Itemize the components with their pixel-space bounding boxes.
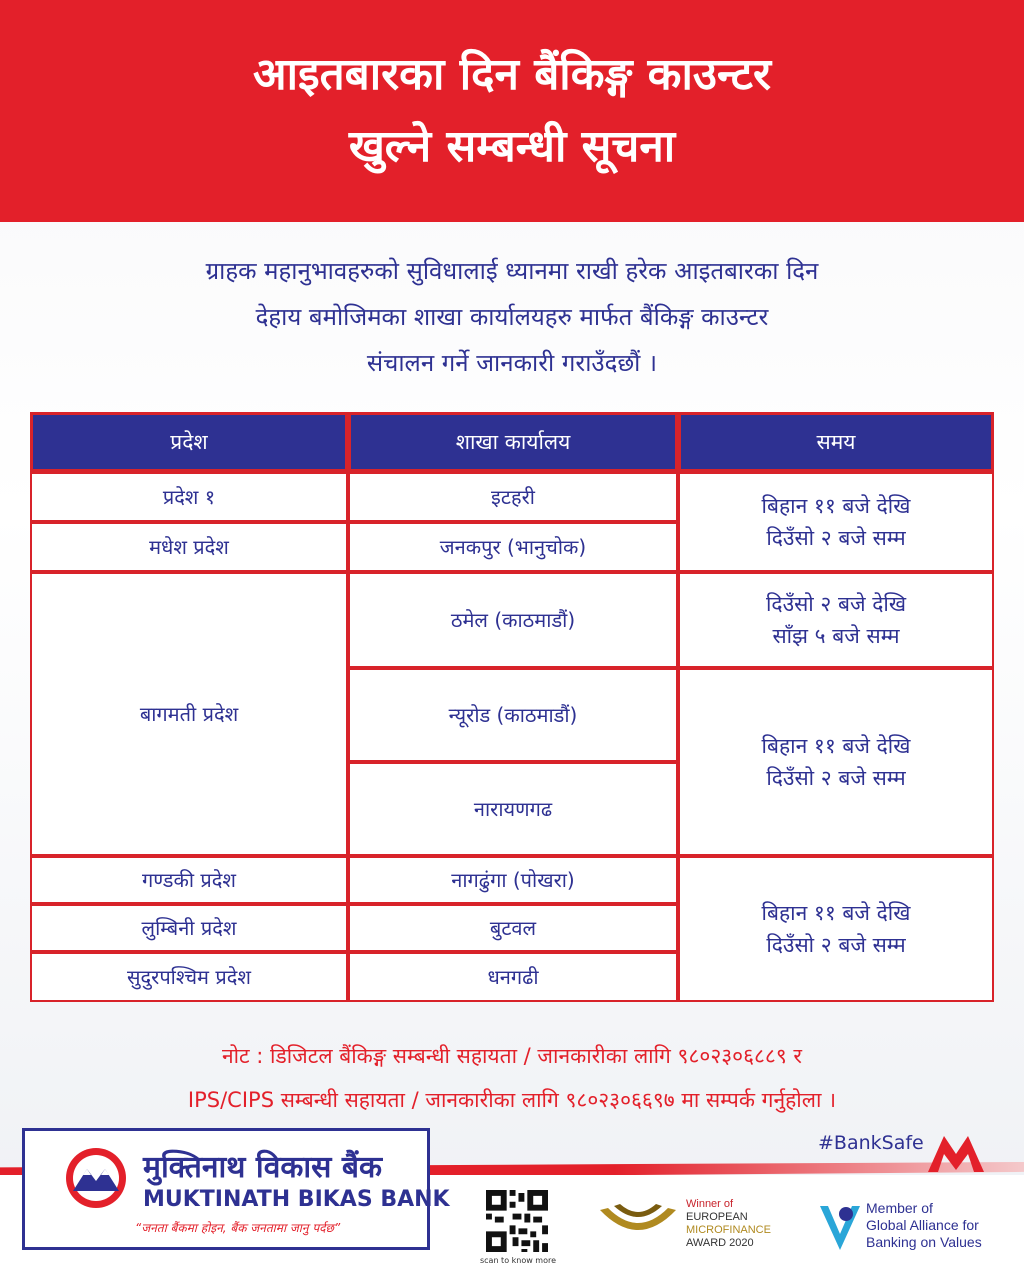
intro-paragraph <box>40 248 984 386</box>
note-text <box>30 1034 994 1122</box>
time-cell <box>678 572 994 668</box>
time-start: दिउँसो २ बजे देखि <box>765 592 907 616</box>
province-cell: प्रदेश १ <box>30 472 348 522</box>
header-time: समय <box>678 412 994 472</box>
branch-cell: न्यूरोड (काठमाडौं) <box>348 668 678 762</box>
gabv-line-1: Member of <box>866 1200 933 1216</box>
branch-cell: ठमेल (काठमाडौं) <box>348 572 678 668</box>
intro-line-1: ग्राहक महानुभावहरुको सुविधालाई ध्यानमा राखी हरेक आइतबारका दिन <box>205 257 819 285</box>
bank-slogan: “जनता बैंकमा होइन, बैंक जनतामा जानु पर्दछ” <box>135 1221 341 1235</box>
time-start: बिहान ११ बजे देखि <box>761 901 911 925</box>
note-line-2: IPS/CIPS सम्बन्धी सहायता / जानकारीका लागि ९८०२३०६६९७ मा सम्पर्क गर्नुहोला । <box>187 1088 837 1112</box>
bank-name-english: MUKTINATH BIKAS BANK <box>143 1187 450 1212</box>
province-cell: मधेश प्रदेश <box>30 522 348 572</box>
time-cell <box>678 472 994 572</box>
header-banner <box>0 0 1024 222</box>
qr-caption: scan to know more <box>479 1256 557 1265</box>
time-end: दिउँसो २ बजे सम्म <box>766 766 906 790</box>
header-branch: शाखा कार्यालय <box>348 412 678 472</box>
province-cell: बागमती प्रदेश <box>30 572 348 856</box>
branch-cell: जनकपुर (भानुचोक) <box>348 522 678 572</box>
branch-cell: इटहरी <box>348 472 678 522</box>
gabv-text <box>866 1200 982 1251</box>
gabv-line-3: Banking on Values <box>866 1234 982 1250</box>
bank-logo-icon <box>65 1147 127 1209</box>
bank-name-nepali: मुक्तिनाथ विकास बैंक <box>143 1150 383 1185</box>
award-line-4: AWARD 2020 <box>686 1237 754 1249</box>
time-end: दिउँसो २ बजे सम्म <box>766 933 906 957</box>
bank-logo-box <box>22 1128 450 1250</box>
note-line-1: नोट : डिजिटल बैंकिङ्ग सम्बन्धी सहायता / जानकारीका लागि ९८०२३०६८८९ र <box>221 1044 803 1068</box>
hashtag-text: #BankSafe <box>818 1132 924 1154</box>
time-start: बिहान ११ बजे देखि <box>761 734 911 758</box>
time-cell <box>678 668 994 856</box>
award-line-2: EUROPEAN <box>686 1211 748 1223</box>
gabv-logo-icon <box>818 1200 862 1254</box>
province-cell: सुदुरपश्चिम प्रदेश <box>30 952 348 1002</box>
award-line-3: MICROFINANCE <box>686 1224 771 1236</box>
time-end: दिउँसो २ बजे सम्म <box>766 526 906 550</box>
branch-cell: नागढुंगा (पोखरा) <box>348 856 678 904</box>
branch-schedule-table <box>30 412 994 1002</box>
qr-code-icon[interactable] <box>486 1190 548 1252</box>
mountain-logo-icon <box>926 1128 986 1174</box>
header-province: प्रदेश <box>30 412 348 472</box>
province-cell: गण्डकी प्रदेश <box>30 856 348 904</box>
time-end: साँझ ५ बजे सम्म <box>772 624 900 648</box>
branch-cell: धनगढी <box>348 952 678 1002</box>
intro-line-2: देहाय बमोजिमका शाखा कार्यालयहरु मार्फत बैंकिङ्ग काउन्टर <box>255 303 769 331</box>
branch-cell: नारायणगढ <box>348 762 678 856</box>
award-text <box>686 1198 771 1250</box>
branch-cell: बुटवल <box>348 904 678 952</box>
title-line-1: आइतबारका दिन बैंकिङ्ग काउन्टर <box>253 49 771 100</box>
award-winner: Winner of <box>686 1198 734 1210</box>
intro-line-3: संचालन गर्ने जानकारी गराउँदछौं । <box>366 349 658 377</box>
gabv-line-2: Global Alliance for <box>866 1217 979 1233</box>
time-cell <box>678 856 994 1002</box>
award-logo-icon <box>596 1196 680 1246</box>
time-start: बिहान ११ बजे देखि <box>761 494 911 518</box>
title-line-2: खुल्ने सम्बन्धी सूचना <box>348 121 676 172</box>
province-cell: लुम्बिनी प्रदेश <box>30 904 348 952</box>
